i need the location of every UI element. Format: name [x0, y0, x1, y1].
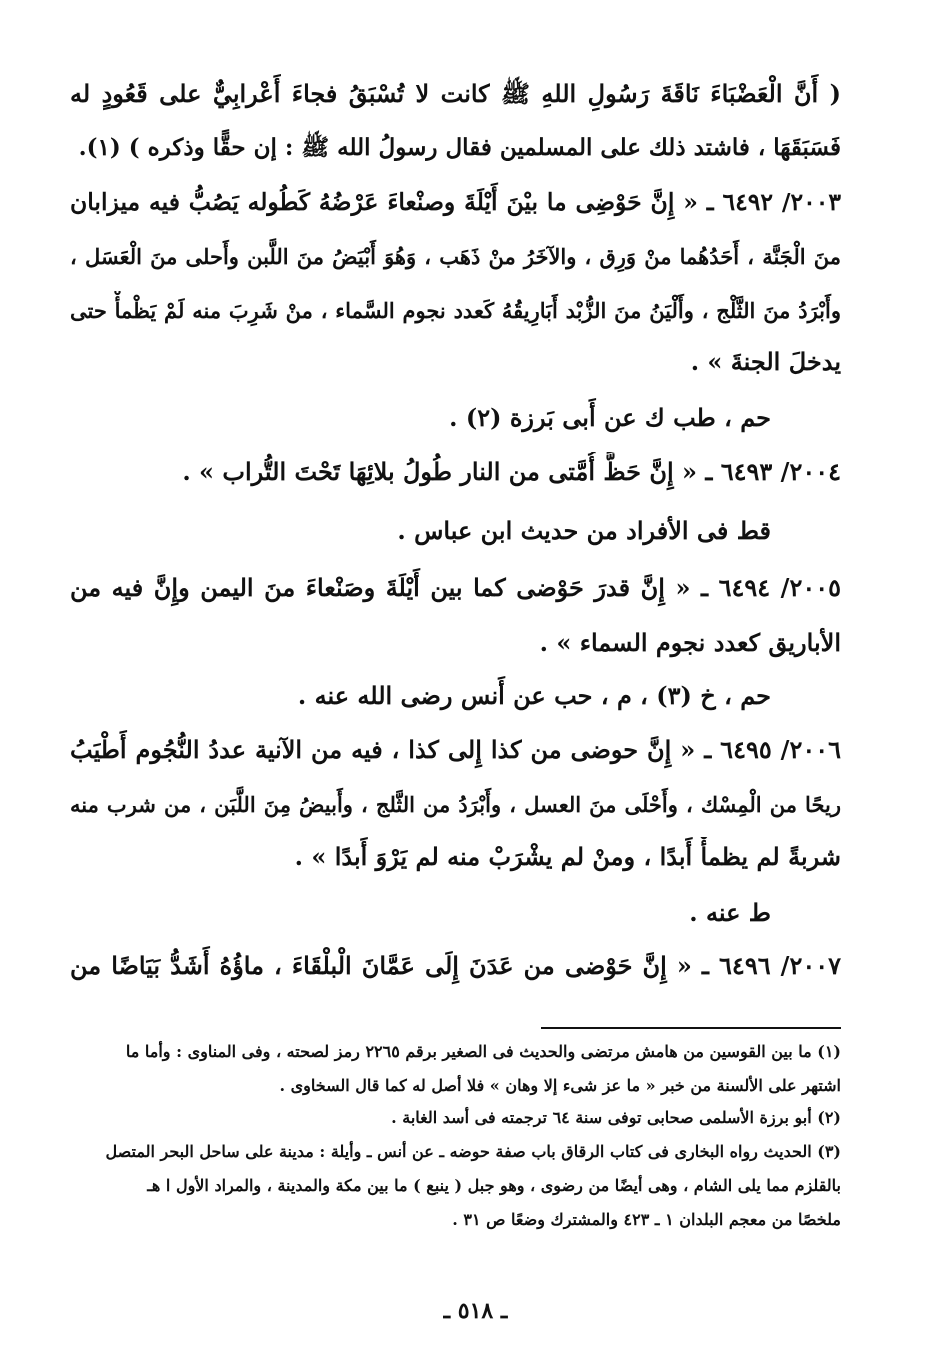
text-line: شربةً لم يظمأْ أَبدًا ، ومنْ لم يشْرَبْ منه لم يَرْوَ أَبدًا » . — [294, 842, 841, 871]
hadith-2006-line: ٢٠٠٦/ ٦٤٩٥ ـ « إِنَّ حوضى من كذا إِلى كذا ، فيه من الآنية عددُ النُّجُوم أَطْيَبُ — [70, 735, 841, 764]
text-line: منَ الْجَنَّة ، أَحَدُهُما منْ وَرِق ، والآخَرُ منْ ذَهَب ، وَهُوَ أَبْيَضُ منَ اللَّبن وأَحلى منَ الْعَسَل ، — [70, 244, 841, 269]
source-line: حم ، خ (٣) ، م ، حب عن أَنس رضى الله عنه . — [297, 681, 771, 710]
text-line: الأباريق كعدد نجوم السماء » . — [539, 628, 841, 657]
source-line: قط فى الأفراد من حديث ابن عباس . — [397, 516, 771, 545]
text-line: ( أَنَّ الْعَضْبَاءَ نَاقَةَ رَسُولِ اللهِ ﷺ كانت لا تُسْبَقُ فجاءَ أَعْرابِيٌّ على قَعُودٍ له — [70, 79, 841, 108]
footnote-line: ملخصًا من معجم البلدان ١ ـ ٤٢٣ والمشترك وضعًا ص ٣١ . — [452, 1210, 841, 1229]
source-line: ط عنه . — [689, 898, 771, 927]
footnote-line: (٢) أبو برزة الأسلمى صحابى توفى سنة ٦٤ ترجمته فى أسد الغابة . — [391, 1108, 841, 1127]
text-line: وأَبْرَدُ منَ الثَّلْج ، وأَلْيَنُ منَ الزُّبْد أَبَارِيقُهُ كَعدد نجوم السَّماء ، منْ شَرِبَ منه لَمْ يَظْمأْ حتى — [70, 298, 841, 323]
footnote-line: اشتهر على الألسنة من خبر « ما عز شىء إلا وهان » فلا أصل له كما قال السخاوى . — [279, 1076, 841, 1095]
hadith-2005-line: ٢٠٠٥/ ٦٤٩٤ ـ « إِنَّ قدرَ حَوْضى كما بين أَيْلَةَ وصَنْعاءَ منَ اليمن وإِنَّ فيه من — [70, 573, 841, 602]
text-line: ريحًا من الْمِسْك ، وأَحْلَى منَ العسل ، وأَبْرَدُ من الثَّلج ، وأَبيضُ مِنَ اللَّبَن ، من شرب منه — [70, 792, 841, 817]
footnote-line: (١) ما بين القوسين من هامش مرتضى والحديث فى الصغير برقم ٢٢٦٥ رمز لصحته ، وفى المناوى : وأما ما — [125, 1042, 841, 1061]
page-number: ـ ٥١٨ ـ — [443, 1298, 508, 1324]
footnote-separator — [541, 1027, 841, 1029]
hadith-2003-line: ٢٠٠٣/ ٦٤٩٢ ـ « إِنَّ حَوْضِى ما بيْنَ أَيْلَةَ وصنْعاءَ عَرْضُهُ كَطُوله يَصُبُّ فيه ميزابان — [70, 188, 841, 216]
footnote-line: بالقلزم مما يلى الشام ، وهى أيضًا من رضوى ، وهو جبل ( ينبع ) ما بين مكة والمدينة ، والمراد الأول ا هـ — [147, 1176, 841, 1195]
text-line: يدخلَ الجنةَ » . — [690, 347, 841, 376]
text-line: فَسَبَقَهَا ، فاشتد ذلك على المسلمين فقال رسولُ الله ﷺ : إن حقًّا وذكره ) (١). — [78, 134, 841, 161]
source-line: حم ، طب ك عن أَبى بَرزة (٢) . — [449, 403, 771, 432]
footnote-line: (٣) الحديث رواه البخارى فى كتاب الرقاق باب صفة حوضه ـ عن أنس ـ وأيلة : مدينة على ساحل البحر المتصل — [105, 1142, 841, 1161]
hadith-2007-line: ٢٠٠٧/ ٦٤٩٦ ـ « إِنَّ حَوْضى من عَدَنَ إِلَى عَمَّانَ الْبلْقَاءَ ، ماؤُهُ أَشَدُّ بَيَاضًا من — [70, 951, 841, 980]
hadith-2004-line: ٢٠٠٤/ ٦٤٩٣ ـ « إِنَّ حَظَّ أُمَّتى من النار طُولُ بلائِهَا تَحْتَ التُّراب » . — [182, 457, 841, 486]
